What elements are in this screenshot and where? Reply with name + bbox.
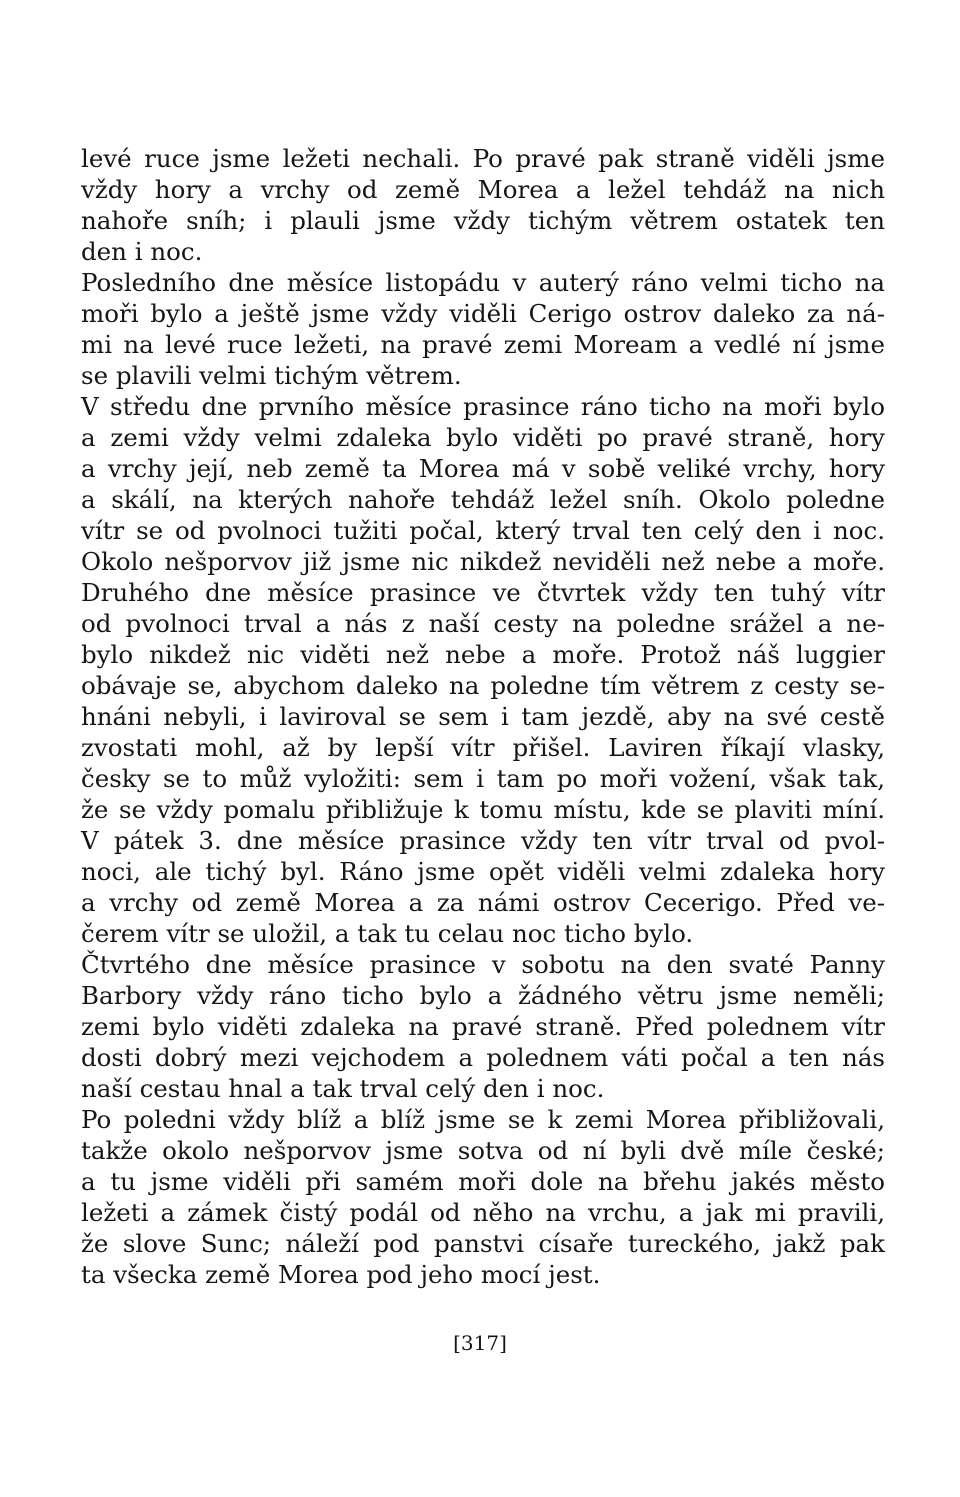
text-line: že slove Sunc; náleží pod panstvi císaře tureckého, jakž pak: [81, 1229, 885, 1258]
text-line: mi na levé ruce ležeti, na pravé zemi Moream a vedlé ní jsme: [81, 330, 885, 359]
text-line: vítr se od pvolnoci tužiti počal, který trval ten celý den i noc.: [81, 516, 885, 545]
text-line: levé ruce jsme ležeti nechali. Po pravé pak straně viděli jsme: [81, 144, 885, 173]
text-line: a tu jsme viděli při samém moři dole na břehu jakés město: [81, 1167, 885, 1196]
text-line: a vrchy od země Morea a za námi ostrov Cecerigo. Před ve-: [81, 888, 885, 917]
text-line: ta všecka země Morea pod jeho mocí jest.: [81, 1260, 601, 1289]
page-number: [317]: [453, 1331, 507, 1355]
text-line: dosti dobrý mezi vejchodem a polednem váti počal a ten nás: [81, 1043, 885, 1072]
text-line: moři bylo a ještě jsme vždy viděli Cerigo ostrov daleko za ná-: [81, 299, 885, 328]
text-line: naší cestau hnal a tak trval celý den i noc.: [81, 1074, 605, 1103]
text-line: že se vždy pomalu přibližuje k tomu místu, kde se plaviti míní.: [81, 795, 885, 824]
text-line: den i noc.: [81, 237, 203, 266]
text-line: nahoře sníh; i plauli jsme vždy tichým větrem ostatek ten: [81, 206, 885, 235]
text-line: Okolo nešporvov již jsme nic nikdež neviděli než nebe a moře.: [81, 547, 885, 576]
text-line: zemi bylo viděti zdaleka na pravé straně. Před polednem vítr: [81, 1012, 885, 1041]
text-line: Barbory vždy ráno ticho bylo a žádného větru jsme neměli;: [81, 981, 885, 1010]
text-line: V pátek 3. dne měsíce prasince vždy ten vítr trval od pvol-: [81, 826, 885, 855]
text-line: a zemi vždy velmi zdaleka bylo viděti po pravé straně, hory: [81, 423, 885, 452]
text-line: zvostati mohl, až by lepší vítr přišel. Laviren říkají vlasky,: [81, 733, 885, 762]
text-line: čerem vítr se uložil, a tak tu celau noc ticho bylo.: [81, 919, 694, 948]
text-line: vždy hory a vrchy od země Morea a ležel tehdáž na nich: [81, 175, 885, 204]
text-line: obávaje se, abychom daleko na poledne tím větrem z cesty se-: [81, 671, 885, 700]
text-line: a skálí, na kterých nahoře tehdáž ležel sníh. Okolo poledne: [81, 485, 885, 514]
text-line: hnáni nebyli, i laviroval se sem i tam jezdě, aby na své cestě: [81, 702, 885, 731]
text-line: V středu dne prvního měsíce prasince ráno ticho na moři bylo: [81, 392, 885, 421]
text-line: od pvolnoci trval a nás z naší cesty na poledne srážel a ne-: [81, 609, 885, 638]
text-line: česky se to můž vyložiti: sem i tam po moři vožení, však tak,: [81, 764, 885, 793]
text-line: Posledního dne měsíce listopádu v auterý ráno velmi ticho na: [81, 268, 885, 297]
body-text: [81, 143, 885, 1290]
text-line: Po poledni vždy blíž a blíž jsme se k zemi Morea přibližovali,: [81, 1105, 885, 1134]
text-line: ležeti a zámek čistý podál od něho na vrchu, a jak mi pravili,: [81, 1198, 885, 1227]
text-line: noci, ale tichý byl. Ráno jsme opět viděli velmi zdaleka hory: [81, 857, 885, 886]
text-line: Čtvrtého dne měsíce prasince v sobotu na den svaté Panny: [81, 950, 885, 979]
text-line: a vrchy její, neb země ta Morea má v sobě veliké vrchy, hory: [81, 454, 885, 483]
text-line: se plavili velmi tichým větrem.: [81, 361, 462, 390]
text-line: takže okolo nešporvov jsme sotva od ní byli dvě míle české;: [81, 1136, 885, 1165]
text-line: Druhého dne měsíce prasince ve čtvrtek vždy ten tuhý vítr: [81, 578, 885, 607]
text-line: bylo nikdež nic viděti než nebe a moře. Protož náš luggier: [81, 640, 885, 669]
